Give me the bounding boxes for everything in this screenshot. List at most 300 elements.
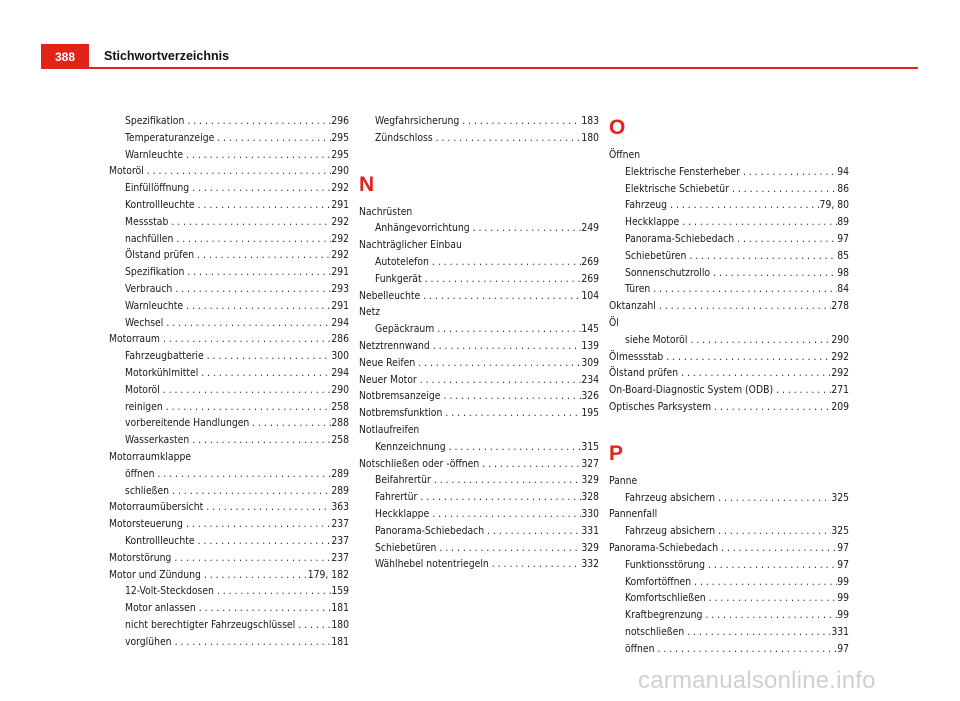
entry-term: Nachrüsten bbox=[359, 205, 413, 218]
entry-page-ref: 97 bbox=[837, 558, 849, 571]
index-subentry bbox=[109, 348, 349, 365]
entry-term: Panorama-Schiebedach bbox=[625, 232, 735, 245]
entry-page-ref: 180 bbox=[581, 131, 599, 144]
index-subentry bbox=[109, 600, 349, 617]
section-letter: P bbox=[609, 441, 624, 465]
entry-page-ref: 325 bbox=[831, 525, 849, 538]
entry-term: Komfortöffnen bbox=[625, 575, 692, 588]
index-column-3 bbox=[609, 113, 849, 658]
dot-leader bbox=[686, 248, 837, 265]
entry-term: Oktanzahl bbox=[609, 300, 656, 313]
dot-leader bbox=[196, 600, 332, 617]
entry-page-ref: 237 bbox=[331, 551, 349, 564]
entry-term: Pannenfall bbox=[609, 508, 658, 521]
dot-leader bbox=[434, 321, 581, 338]
index-subentry bbox=[359, 220, 599, 237]
dot-leader bbox=[415, 355, 581, 372]
index-entry bbox=[609, 298, 849, 315]
index-subentry bbox=[359, 254, 599, 271]
entry-page-ref: 269 bbox=[581, 255, 599, 268]
dot-leader bbox=[195, 197, 332, 214]
entry-term: Motoröl bbox=[125, 383, 160, 396]
index-subentry bbox=[109, 382, 349, 399]
entry-page-ref: 289 bbox=[331, 484, 349, 497]
dot-leader bbox=[734, 231, 837, 248]
dot-leader bbox=[718, 540, 837, 557]
index-subentry bbox=[359, 130, 599, 147]
entry-page-ref: 290 bbox=[331, 165, 349, 178]
index-entry bbox=[609, 506, 849, 523]
index-entry bbox=[609, 365, 849, 382]
entry-term: Panne bbox=[609, 474, 638, 487]
entry-term: Motorkühlmittel bbox=[125, 366, 199, 379]
entry-page-ref: 99 bbox=[837, 575, 849, 588]
dot-leader bbox=[691, 574, 837, 591]
dot-leader bbox=[446, 439, 582, 456]
entry-term: Spezifikation bbox=[125, 115, 185, 127]
dot-leader bbox=[172, 281, 331, 298]
dot-leader bbox=[715, 490, 831, 507]
entry-page-ref: 290 bbox=[331, 383, 349, 396]
section-letter: N bbox=[359, 172, 375, 196]
entry-page-ref: 326 bbox=[581, 390, 599, 403]
index-entry bbox=[609, 473, 849, 490]
index-column-2 bbox=[359, 113, 599, 573]
index-entry bbox=[109, 567, 349, 584]
index-subentry bbox=[359, 321, 599, 338]
dot-leader bbox=[489, 556, 582, 573]
index-entry bbox=[109, 499, 349, 516]
entry-page-ref: 300 bbox=[331, 350, 349, 363]
dot-leader bbox=[195, 533, 332, 550]
entry-term: Netztrennwand bbox=[359, 339, 430, 352]
dot-leader bbox=[429, 506, 581, 523]
dot-leader bbox=[155, 466, 332, 483]
index-entry bbox=[109, 516, 349, 533]
index-subentry bbox=[109, 399, 349, 416]
entry-term: Funktionsstörung bbox=[625, 558, 706, 571]
index-subentry bbox=[609, 590, 849, 607]
entry-term: Spezifikation bbox=[125, 266, 185, 279]
entry-term: Öl bbox=[609, 316, 619, 329]
entry-term: Fahrzeug absichern bbox=[625, 491, 716, 504]
entry-term: Ölmessstab bbox=[609, 350, 664, 363]
index-subentry bbox=[359, 489, 599, 506]
entry-page-ref: 278 bbox=[831, 300, 849, 313]
entry-page-ref: 249 bbox=[581, 222, 599, 235]
index-subentry bbox=[609, 248, 849, 265]
dot-leader bbox=[184, 264, 331, 281]
entry-term: Motorraumübersicht bbox=[109, 501, 204, 514]
entry-page-ref: 292 bbox=[831, 350, 849, 363]
entry-term: Zündschloss bbox=[375, 131, 433, 144]
dot-leader bbox=[189, 180, 331, 197]
header-divider bbox=[89, 67, 918, 69]
dot-leader bbox=[295, 617, 331, 634]
entry-page-ref: 209 bbox=[831, 400, 849, 413]
dot-leader bbox=[214, 130, 331, 147]
dot-leader bbox=[442, 405, 581, 422]
entry-page-ref: 363 bbox=[331, 501, 349, 514]
index-subentry bbox=[109, 415, 349, 432]
entry-term: Motorraum bbox=[109, 333, 160, 346]
index-subentry bbox=[109, 231, 349, 248]
index-subentry bbox=[609, 523, 849, 540]
index-subentry bbox=[609, 214, 849, 231]
entry-page-ref: 329 bbox=[581, 474, 599, 487]
entry-term: Motor anlassen bbox=[125, 602, 196, 615]
index-subentry bbox=[109, 147, 349, 164]
entry-term: Panorama-Schiebedach bbox=[375, 524, 485, 537]
dot-leader bbox=[663, 349, 831, 366]
index-subentry bbox=[609, 490, 849, 507]
index-subentry bbox=[609, 574, 849, 591]
entry-page-ref: 99 bbox=[837, 609, 849, 622]
entry-page-ref: 291 bbox=[331, 198, 349, 211]
entry-page-ref: 332 bbox=[581, 558, 599, 571]
dot-leader bbox=[656, 298, 831, 315]
entry-term: Kontrollleuchte bbox=[125, 198, 195, 211]
index-subentry bbox=[109, 214, 349, 231]
index-entry bbox=[359, 388, 599, 405]
entry-page-ref: 183 bbox=[581, 115, 599, 127]
entry-term: vorbereitende Handlungen bbox=[125, 417, 250, 430]
index-subentry bbox=[109, 432, 349, 449]
index-entry bbox=[609, 382, 849, 399]
entry-term: Optisches Parksystem bbox=[609, 400, 712, 413]
entry-term: Notbremsanzeige bbox=[359, 390, 441, 403]
index-entry bbox=[359, 405, 599, 422]
index-subentry bbox=[609, 181, 849, 198]
entry-term: nicht berechtigter Fahrzeugschlüssel bbox=[125, 618, 296, 631]
section-letter: O bbox=[609, 116, 626, 139]
index-subentry bbox=[359, 523, 599, 540]
index-subentry bbox=[109, 483, 349, 500]
entry-page-ref: 179, 182 bbox=[307, 568, 349, 581]
dot-leader bbox=[183, 298, 331, 315]
dot-leader bbox=[773, 382, 831, 399]
index-subentry bbox=[609, 557, 849, 574]
dot-leader bbox=[168, 214, 331, 231]
index-entry bbox=[609, 147, 849, 164]
index-entry bbox=[359, 304, 599, 321]
entry-page-ref: 289 bbox=[331, 467, 349, 480]
entry-term: Motorraumklappe bbox=[109, 450, 192, 463]
dot-leader bbox=[667, 197, 819, 214]
index-entry bbox=[359, 288, 599, 305]
entry-term: Fahrzeug absichern bbox=[625, 525, 716, 538]
entry-term: Elektrische Fensterheber bbox=[625, 165, 741, 178]
entry-term: Heckklappe bbox=[375, 507, 430, 520]
dot-leader bbox=[479, 456, 581, 473]
entry-page-ref: 325 bbox=[831, 491, 849, 504]
entry-term: Sonnenschutzrollo bbox=[625, 266, 711, 279]
dot-leader bbox=[163, 315, 331, 332]
dot-leader bbox=[417, 372, 582, 389]
dot-leader bbox=[710, 265, 837, 282]
dot-leader bbox=[684, 624, 831, 641]
entry-term: Öffnen bbox=[609, 149, 641, 161]
entry-term: Wasserkasten bbox=[125, 434, 190, 447]
entry-term: Neuer Motor bbox=[359, 373, 417, 386]
entry-term: Nachträglicher Einbau bbox=[359, 239, 462, 252]
dot-leader bbox=[484, 523, 581, 540]
entry-term: Verbrauch bbox=[125, 282, 173, 295]
entry-term: schließen bbox=[125, 484, 170, 497]
entry-page-ref: 79, 80 bbox=[819, 199, 849, 212]
entry-page-ref: 309 bbox=[581, 356, 599, 369]
entry-page-ref: 237 bbox=[331, 518, 349, 531]
entry-term: Ölstand prüfen bbox=[609, 367, 679, 380]
dot-leader bbox=[650, 281, 837, 298]
index-entry bbox=[609, 540, 849, 557]
entry-term: Messstab bbox=[125, 215, 169, 228]
entry-term: Neue Reifen bbox=[359, 356, 416, 369]
dot-leader bbox=[705, 557, 837, 574]
index-subentry bbox=[609, 281, 849, 298]
dot-leader bbox=[429, 254, 581, 271]
entry-page-ref: 94 bbox=[837, 165, 849, 178]
dot-leader bbox=[160, 382, 332, 399]
entry-page-ref: 291 bbox=[331, 299, 349, 312]
index-subentry bbox=[359, 556, 599, 573]
entry-page-ref: 180 bbox=[331, 618, 349, 631]
dot-leader bbox=[433, 130, 582, 147]
index-entry bbox=[359, 355, 599, 372]
entry-term: Warnleuchte bbox=[125, 299, 184, 312]
entry-term: Kennzeichnung bbox=[375, 440, 446, 453]
entry-page-ref: 286 bbox=[331, 333, 349, 346]
entry-page-ref: 291 bbox=[331, 266, 349, 279]
dot-leader bbox=[204, 348, 332, 365]
dot-leader bbox=[431, 472, 581, 489]
dot-leader bbox=[173, 231, 331, 248]
dot-leader bbox=[249, 415, 331, 432]
entry-term: Motoröl bbox=[109, 165, 144, 178]
entry-page-ref: 159 bbox=[331, 585, 349, 598]
entry-term: Anhängevorrichtung bbox=[375, 222, 470, 235]
dot-leader bbox=[679, 214, 837, 231]
entry-page-ref: 237 bbox=[331, 534, 349, 547]
entry-term: öffnen bbox=[125, 467, 155, 480]
index-entry bbox=[359, 204, 599, 221]
index-column-1 bbox=[109, 113, 349, 651]
entry-page-ref: 296 bbox=[331, 115, 349, 127]
page-number: 388 bbox=[54, 49, 76, 64]
entry-page-ref: 86 bbox=[837, 182, 849, 195]
entry-term: Türen bbox=[625, 283, 651, 296]
entry-page-ref: 104 bbox=[581, 289, 599, 302]
entry-term: Schiebetüren bbox=[625, 249, 687, 262]
entry-page-ref: 331 bbox=[581, 524, 599, 537]
index-subentry bbox=[359, 540, 599, 557]
dot-leader bbox=[420, 288, 581, 305]
entry-term: vorglühen bbox=[125, 635, 172, 648]
dot-leader bbox=[144, 163, 332, 180]
index-subentry bbox=[359, 113, 599, 130]
dot-leader bbox=[189, 432, 331, 449]
index-subentry bbox=[109, 247, 349, 264]
entry-term: Einfüllöffnung bbox=[125, 182, 190, 195]
index-entry bbox=[609, 399, 849, 416]
entry-term: 12-Volt-Steckdosen bbox=[125, 585, 214, 598]
entry-page-ref: 292 bbox=[331, 232, 349, 245]
dot-leader bbox=[201, 567, 308, 584]
entry-term: Notschließen oder -öffnen bbox=[359, 457, 480, 470]
entry-page-ref: 294 bbox=[331, 316, 349, 329]
dot-leader bbox=[470, 220, 582, 237]
index-subentry bbox=[609, 231, 849, 248]
entry-page-ref: 292 bbox=[331, 182, 349, 195]
entry-term: Netz bbox=[359, 306, 381, 319]
dot-leader bbox=[655, 641, 838, 658]
index-subentry bbox=[109, 113, 349, 130]
entry-term: Nebelleuchte bbox=[359, 289, 421, 302]
entry-page-ref: 181 bbox=[331, 635, 349, 648]
index-subentry bbox=[109, 298, 349, 315]
dot-leader bbox=[678, 365, 831, 382]
index-subentry bbox=[109, 264, 349, 281]
entry-term: notschließen bbox=[625, 625, 685, 638]
dot-leader bbox=[417, 489, 581, 506]
page-number-badge bbox=[41, 44, 89, 69]
index-subentry bbox=[109, 281, 349, 298]
dot-leader bbox=[163, 399, 332, 416]
entry-page-ref: 295 bbox=[331, 131, 349, 144]
entry-term: Heckklappe bbox=[625, 216, 680, 229]
index-subentry bbox=[609, 332, 849, 349]
entry-page-ref: 295 bbox=[331, 148, 349, 161]
entry-page-ref: 195 bbox=[581, 407, 599, 420]
index-entry bbox=[359, 372, 599, 389]
entry-page-ref: 234 bbox=[581, 373, 599, 386]
dot-leader bbox=[194, 247, 331, 264]
entry-term: öffnen bbox=[625, 642, 655, 655]
index-entry bbox=[359, 338, 599, 355]
index-subentry bbox=[109, 533, 349, 550]
index-entry bbox=[359, 422, 599, 439]
entry-page-ref: 84 bbox=[837, 283, 849, 296]
index-entry bbox=[109, 331, 349, 348]
dot-leader bbox=[702, 607, 837, 624]
dot-leader bbox=[183, 147, 331, 164]
entry-page-ref: 293 bbox=[331, 282, 349, 295]
entry-page-ref: 331 bbox=[831, 625, 849, 638]
entry-term: Schiebetüren bbox=[375, 541, 437, 554]
dot-leader bbox=[729, 181, 837, 198]
entry-page-ref: 327 bbox=[581, 457, 599, 470]
index-subentry bbox=[609, 164, 849, 181]
entry-term: siehe Motoröl bbox=[625, 333, 688, 346]
entry-page-ref: 292 bbox=[831, 367, 849, 380]
entry-term: Beifahrertür bbox=[375, 474, 431, 487]
index-entry bbox=[109, 550, 349, 567]
dot-leader bbox=[172, 634, 332, 651]
entry-term: Notlaufreifen bbox=[359, 423, 420, 436]
index-subentry bbox=[359, 472, 599, 489]
entry-page-ref: 258 bbox=[331, 434, 349, 447]
entry-term: Wechsel bbox=[125, 316, 164, 329]
index-subentry bbox=[109, 197, 349, 214]
dot-leader bbox=[740, 164, 837, 181]
dot-leader bbox=[706, 590, 838, 607]
index-subentry bbox=[109, 634, 349, 651]
index-subentry bbox=[109, 583, 349, 600]
entry-term: reinigen bbox=[125, 400, 163, 413]
entry-page-ref: 292 bbox=[331, 249, 349, 262]
entry-term: Motorsteuerung bbox=[109, 518, 183, 531]
dot-leader bbox=[422, 271, 582, 288]
entry-page-ref: 290 bbox=[831, 333, 849, 346]
entry-page-ref: 97 bbox=[837, 232, 849, 245]
entry-term: Fahrertür bbox=[375, 491, 418, 504]
index-subentry bbox=[109, 180, 349, 197]
entry-page-ref: 99 bbox=[837, 592, 849, 605]
index-entry bbox=[609, 349, 849, 366]
entry-term: Fahrzeugbatterie bbox=[125, 350, 204, 363]
dot-leader bbox=[711, 399, 831, 416]
entry-term: Wegfahrsicherung bbox=[375, 115, 460, 127]
dot-leader bbox=[687, 332, 831, 349]
watermark: carmanualsonline.info bbox=[638, 667, 876, 694]
entry-page-ref: 328 bbox=[581, 491, 599, 504]
index-subentry bbox=[609, 607, 849, 624]
entry-term: Gepäckraum bbox=[375, 323, 435, 336]
entry-term: Wählhebel notentriegeln bbox=[375, 558, 489, 571]
entry-page-ref: 329 bbox=[581, 541, 599, 554]
index-subentry bbox=[609, 197, 849, 214]
entry-page-ref: 181 bbox=[331, 602, 349, 615]
index-subentry bbox=[359, 439, 599, 456]
entry-page-ref: 330 bbox=[581, 507, 599, 520]
index-subentry bbox=[359, 506, 599, 523]
entry-term: Temperaturanzeige bbox=[125, 131, 215, 144]
dot-leader bbox=[715, 523, 831, 540]
dot-leader bbox=[183, 516, 331, 533]
entry-page-ref: 89 bbox=[837, 216, 849, 229]
dot-leader bbox=[198, 365, 331, 382]
entry-term: Komfortschließen bbox=[625, 592, 706, 605]
index-entry bbox=[359, 456, 599, 473]
entry-page-ref: 269 bbox=[581, 272, 599, 285]
index-entry bbox=[109, 449, 349, 466]
entry-page-ref: 85 bbox=[837, 249, 849, 262]
entry-page-ref: 315 bbox=[581, 440, 599, 453]
dot-leader bbox=[171, 550, 331, 567]
entry-page-ref: 97 bbox=[837, 642, 849, 655]
entry-term: Motorstörung bbox=[109, 551, 172, 564]
entry-page-ref: 97 bbox=[837, 541, 849, 554]
index-subentry bbox=[109, 365, 349, 382]
index-entry bbox=[609, 315, 849, 332]
index-subentry bbox=[109, 130, 349, 147]
index-subentry bbox=[109, 315, 349, 332]
entry-page-ref: 292 bbox=[331, 215, 349, 228]
dot-leader bbox=[184, 113, 331, 130]
dot-leader bbox=[169, 483, 331, 500]
entry-term: Ölstand prüfen bbox=[125, 249, 195, 262]
entry-term: Motor und Zündung bbox=[109, 568, 201, 581]
dot-leader bbox=[441, 388, 582, 405]
index-entry bbox=[359, 237, 599, 254]
entry-page-ref: 258 bbox=[331, 400, 349, 413]
entry-page-ref: 271 bbox=[831, 384, 849, 397]
entry-page-ref: 288 bbox=[331, 417, 349, 430]
entry-term: Elektrische Schiebetür bbox=[625, 182, 729, 195]
entry-term: Funkgerät bbox=[375, 272, 422, 285]
entry-page-ref: 145 bbox=[581, 323, 599, 336]
page-title: Stichwortverzeichnis bbox=[104, 49, 230, 63]
